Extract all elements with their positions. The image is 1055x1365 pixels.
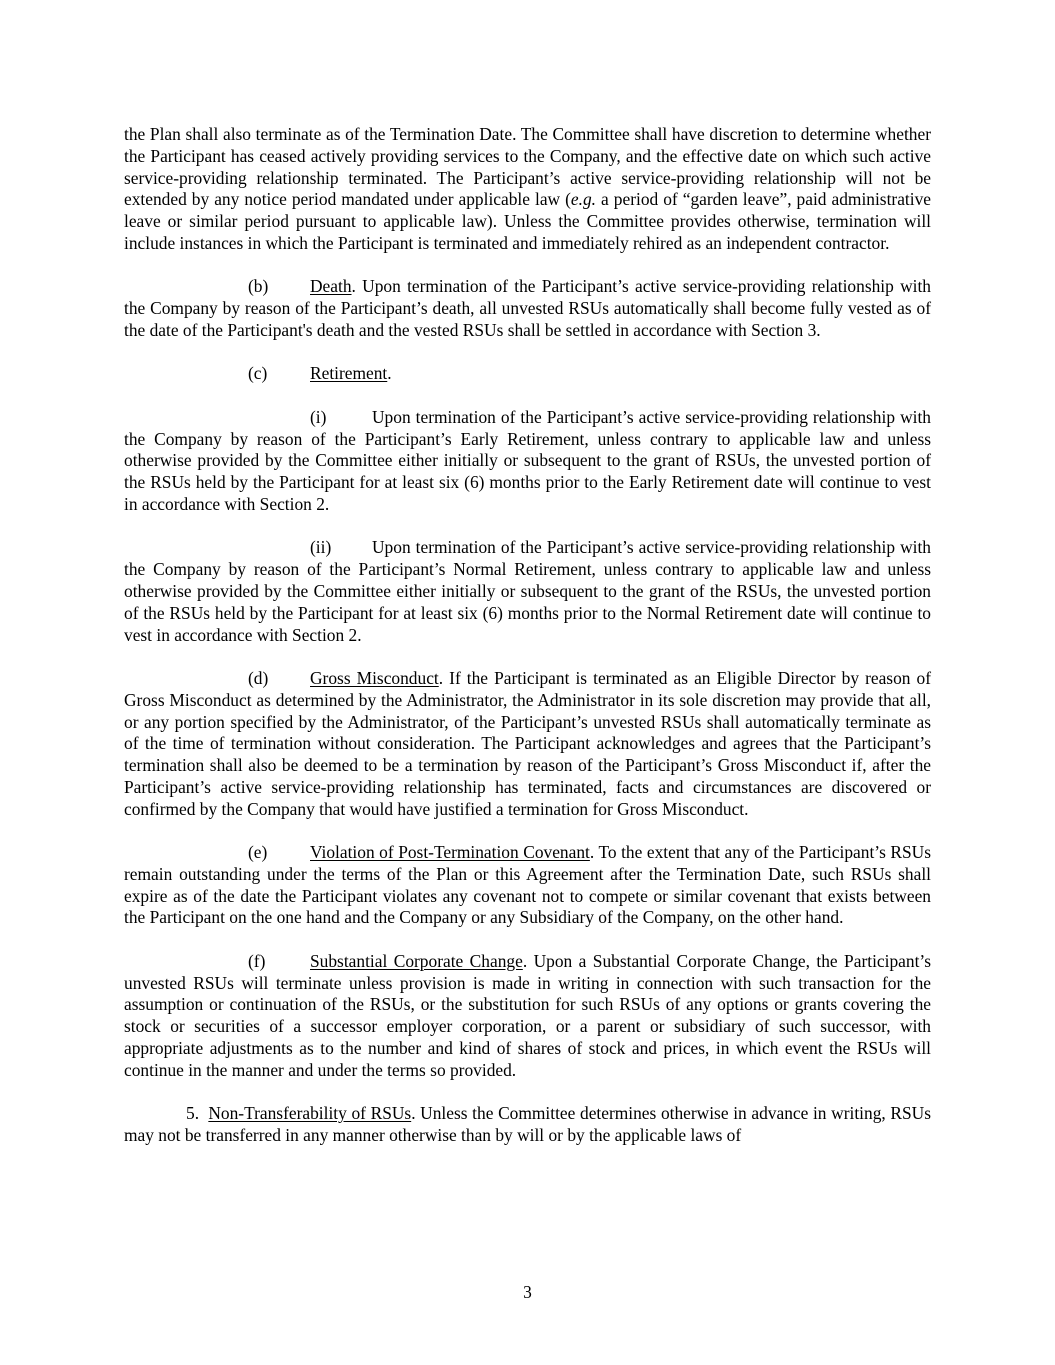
section-5-non-transferability: 5. Non-Transferability of RSUs. Unless the Committee determines otherwise in advance in writing, RSUs may not be transferred in any manner otherwise than by will or by the applicable laws of [124,1103,931,1146]
paragraph-d-gross-misconduct: (d) Gross Misconduct. If the Participant is terminated as an Eligible Director by reason of Gross Misconduct as determined by the Administrator, the Administrator in its sole discretion may provide that all, or any portion specified by the Administrator, of the Participant’s unvested RSUs shall automatically terminate as of the time of termination without consideration. The Participant acknowledges and agrees that the Participant’s termination shall also be deemed to be a termination by reason of the Participant’s Gross Misconduct if, after the Participant’s active service-providing relationship has terminated, facts and circumstances are discovered or confirmed by the Company that would have justified a termination for Gross Misconduct. [124,667,931,819]
section-heading: Death [310,276,352,297]
section-heading: Retirement [310,363,388,384]
document-page [124,124,931,1168]
paragraph-number: (i) [310,406,327,427]
section-heading: Gross Misconduct [310,667,439,688]
paragraph-f-corporate-change: (f) Substantial Corporate Change. Upon a Substantial Corporate Change, the Participant’s unvested RSUs will terminate unless provision is made in writing in connection with such transaction for the assumption or continuation of the RSUs, or the substitution for such RSUs of any options or grants covering the stock or securities of a successor employer corporation, or a parent or subsidiary of such successor, with appropriate adjustments as to the number and kind of shares of stock and prices, in which event the RSUs will continue in the manner and under the terms so provided. [124,950,931,1080]
paragraph-number: (e) [248,842,268,863]
section-heading: Violation of Post-Termination Covenant [310,842,590,863]
paragraph-c-ii-normal-retirement: (ii) Upon termination of the Participant’s active service-providing relationship with the Company by reason of the Participant’s Normal Retirement, unless contrary to applicable law and unless otherwise provided by the Committee either initially or subsequent to the grant of the RSUs, the unvested portion of the RSUs held by the Participant for at least six (6) months prior to the Normal Retirement date will continue to vest in accordance with Section 2. [124,537,931,645]
paragraph-number: (f) [248,950,266,971]
paragraph-c-i-early-retirement: (i) Upon termination of the Participant’s active service-providing relationship with the Company by reason of the Participant’s Early Retirement, unless contrary to applicable law and unless otherwise provided by the Committee either initially or subsequent to the grant of RSUs, the unvested portion of the RSUs held by the Participant for at least six (6) months prior to the Early Retirement date will continue to vest in accordance with Section 2. [124,406,931,514]
paragraph-b-death: (b) Death. Upon termination of the Participant’s active service-providing relationship with the Company by reason of the Participant’s death, all unvested RSUs automatically shall become fully vested as of the date of the Participant's death and the vested RSUs shall be settled in accordance with Section 3. [124,276,931,340]
section-heading: Substantial Corporate Change [310,950,523,971]
section-heading: Non-Transferability of RSUs [208,1103,412,1124]
section-number: 5. [186,1103,200,1124]
paragraph-c-retirement: (c) Retirement. [248,363,392,384]
page-number: 3 [523,1282,532,1302]
eg-italic: e.g. [570,189,597,210]
paragraph-number: (d) [248,667,269,688]
paragraph-number: (ii) [310,537,332,558]
paragraph-number: (b) [248,276,269,297]
paragraph-e-covenant-violation: (e) Violation of Post-Termination Covenant. To the extent that any of the Participant’s RSUs remain outstanding under the terms of the Plan or this Agreement after the Termination Date, such RSUs shall expire as of the date the Participant violates any covenant not to compete or similar covenant that exists between the Participant on the one hand and the Company or any Subsidiary of the Company, on the other hand. [124,842,931,928]
paragraph-number: (c) [248,363,268,384]
intro-paragraph: the Plan shall also terminate as of the Termination Date. The Committee shall have discretion to determine whether the Participant has ceased actively providing services to the Company, and the effective date on which such active service-providing relationship terminated. The Participant’s active service-providing relationship will not be extended by any notice period mandated under applicable law (e.g. a period of “garden leave”, paid administrative leave or similar period pursuant to applicable law). Unless the Committee provides otherwise, termination will include instances in which the Participant is terminated and immediately rehired as an independent contractor. [124,124,931,253]
